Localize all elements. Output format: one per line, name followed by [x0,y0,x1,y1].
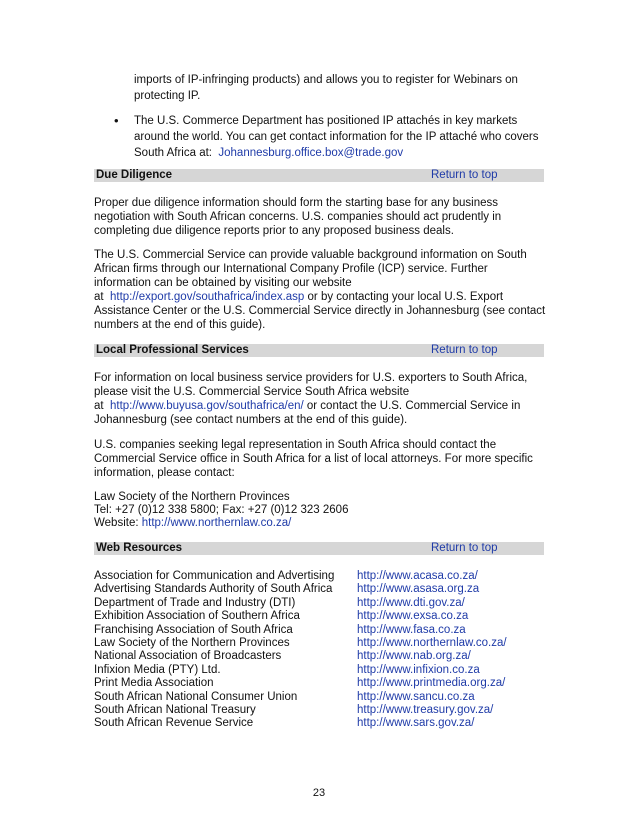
resource-name: Exhibition Association of Southern Africa [94,610,300,622]
due-diligence-title: Due Diligence [96,169,173,181]
resource-url-link[interactable]: http://www.dti.gov.za/ [357,597,465,609]
dd-p1-line1: Proper due diligence information should form the starting base for any business [94,197,499,209]
dd-p1-line3: completing due diligence reports prior to any proposed business deals. [94,225,454,237]
dd-p2-line5: Assistance Center or the U.S. Commercial Service directly in Johannesburg (see contact [94,305,546,317]
resource-url-link[interactable]: http://www.infixion.co.za [357,664,480,676]
local-services-return-link[interactable]: Return to top [431,344,498,356]
northernlaw-link[interactable]: http://www.northernlaw.co.za/ [141,517,292,529]
web-resources-header [94,542,544,555]
bullet2-line3 [134,146,403,160]
attache-email-link[interactable]: Johannesburg.office.box@trade.gov [218,147,404,159]
ls-contact-name: Law Society of the Northern Provinces [94,491,290,503]
buyusa-link[interactable]: http://www.buyusa.gov/southafrica/en/ [109,400,304,412]
ls-p1-line3 [94,399,520,413]
ls-contact-web [94,516,291,530]
resource-name: South African National Consumer Union [94,691,298,703]
local-services-title: Local Professional Services [96,344,249,356]
ls-after-url: or contact the U.S. Commercial Service in [306,400,521,412]
resource-name: Advertising Standards Authority of South Africa [94,583,333,595]
resource-url-link[interactable]: http://www.asasa.org.za [357,583,480,595]
ls-p2-line1: U.S. companies seeking legal representation in South Africa should contact the [94,439,497,451]
resource-url-link[interactable]: http://www.exsa.co.za [357,610,469,622]
dd-at: at [94,291,104,303]
bullet2-line2: around the world. You can get contact information for the IP attaché who covers [134,131,539,143]
resource-name: Franchising Association of South Africa [94,624,293,636]
bullet1-line1: imports of IP-infringing products) and allows you to register for Webinars on [134,74,518,86]
export-gov-link[interactable]: http://export.gov/southafrica/index.asp [109,291,305,303]
resource-name: Infixion Media (PTY) Ltd. [94,664,221,676]
dd-p2-line6: numbers at the end of this guide). [94,319,266,331]
web-resources-title: Web Resources [96,542,183,554]
resource-url-link[interactable]: http://www.printmedia.org.za/ [357,677,506,689]
resource-url-link[interactable]: http://www.sancu.co.za [357,691,475,703]
resource-url-link[interactable]: http://www.fasa.co.za [357,624,466,636]
dd-after-url: or by contacting your local U.S. Export [307,291,504,303]
due-diligence-header [94,169,544,182]
dd-p1-line2: negotiation with South African concerns. U.S. companies should act prudently in [94,211,502,223]
bullet2-line1: The U.S. Commerce Department has positioned IP attachés in key markets [134,115,518,127]
resource-url-link[interactable]: http://www.northernlaw.co.za/ [357,637,507,649]
ls-at: at [94,400,104,412]
local-services-header [94,344,544,357]
resource-url-link[interactable]: http://www.nab.org.za/ [357,650,471,662]
resource-name: National Association of Broadcasters [94,650,282,662]
resource-name: Law Society of the Northern Provinces [94,637,290,649]
bullet2-line3-prefix: South Africa at: [134,147,212,159]
resource-name: Association for Communication and Advertising [94,570,335,582]
resource-url-link[interactable]: http://www.treasury.gov.za/ [357,704,494,716]
due-diligence-return-link[interactable]: Return to top [431,169,498,181]
resource-name: Department of Trade and Industry (DTI) [94,597,296,609]
resource-url-link[interactable]: http://www.sars.gov.za/ [357,717,475,729]
ls-p1-line2: please visit the U.S. Commercial Service South Africa website [94,386,410,398]
page-number: 23 [312,787,326,799]
resource-name: Print Media Association [94,677,214,689]
ls-p1-line4: Johannesburg (see contact numbers at the end of this guide). [94,414,408,426]
dd-p2-line4 [94,290,503,304]
ls-p1-line1: For information on local business service providers for U.S. exporters to South Africa, [94,372,528,384]
bullet-dot: • [114,113,119,128]
resource-name: South African National Treasury [94,704,256,716]
ls-p2-line3: information, please contact: [94,467,235,479]
ls-web-label: Website: [94,517,139,529]
resource-name: South African Revenue Service [94,717,254,729]
ls-contact-tel: Tel: +27 (0)12 338 5800; Fax: +27 (0)12 323 2606 [94,504,349,516]
ls-p2-line2: Commercial Service office in South Africa for a list of local attorneys. For more specific [94,453,533,465]
dd-p2-line3: information can be obtained by visiting our website [94,277,352,289]
resource-url-link[interactable]: http://www.acasa.co.za/ [357,570,478,582]
bullet1-line2: protecting IP. [134,90,201,102]
dd-p2-line1: The U.S. Commercial Service can provide valuable background information on South [94,249,527,261]
web-resources-return-link[interactable]: Return to top [431,542,498,554]
dd-p2-line2: African firms through our International Company Profile (ICP) service. Further [94,263,488,275]
